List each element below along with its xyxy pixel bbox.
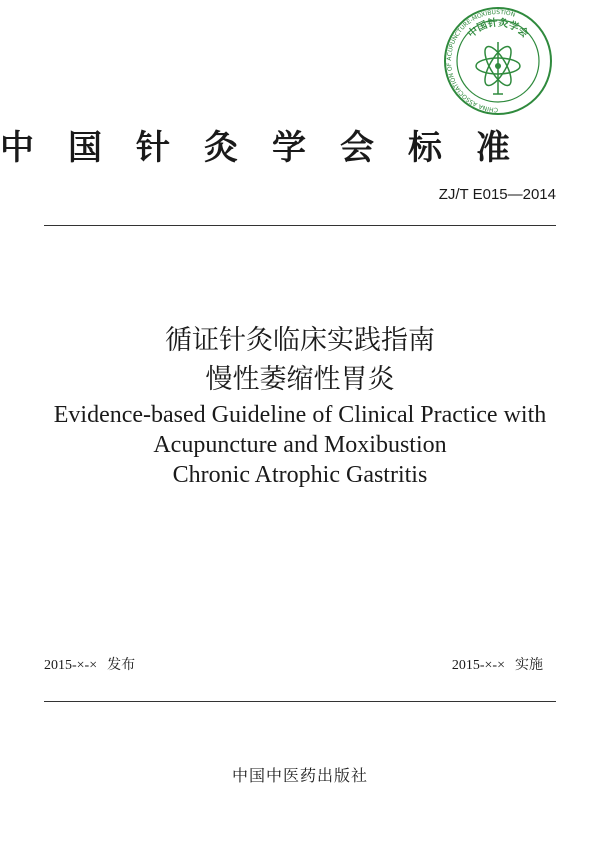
english-title-line-1: Evidence-based Guideline of Clinical Practice with [53, 402, 547, 428]
issue-date: 2015-×-× [44, 658, 98, 673]
issue-label: 发布 [107, 658, 136, 673]
seal-top-text: 中国针灸学会 [466, 17, 530, 41]
seal-ring-text: CHINA ASSOCIATION OF ACUPUNCTURE-MOXIBUSTION [446, 8, 517, 114]
association-seal-logo [443, 6, 553, 116]
organization-standard-title-text: 中国针灸学会标准 [0, 128, 544, 168]
effective-label: 实施 [515, 658, 543, 673]
organization-standard-title [0, 120, 600, 172]
issue-date-block [44, 654, 135, 674]
english-title-line-2: Acupuncture and Moxibustion [153, 432, 447, 458]
effective-date: 2015-×-× [451, 658, 505, 673]
chinese-title-line-1: 循证针灸临床实践指南 [165, 325, 435, 356]
standard-code: ZJ/T E015—2014 [438, 186, 556, 203]
bottom-divider [44, 701, 556, 702]
chinese-title-line-2: 慢性萎缩性胃炎 [205, 364, 395, 395]
english-title-line-3: Chronic Atrophic Gastritis [172, 462, 428, 488]
publisher-name: 中国中医药出版社 [231, 766, 368, 785]
top-divider [44, 225, 556, 226]
effective-date-block [452, 654, 543, 674]
